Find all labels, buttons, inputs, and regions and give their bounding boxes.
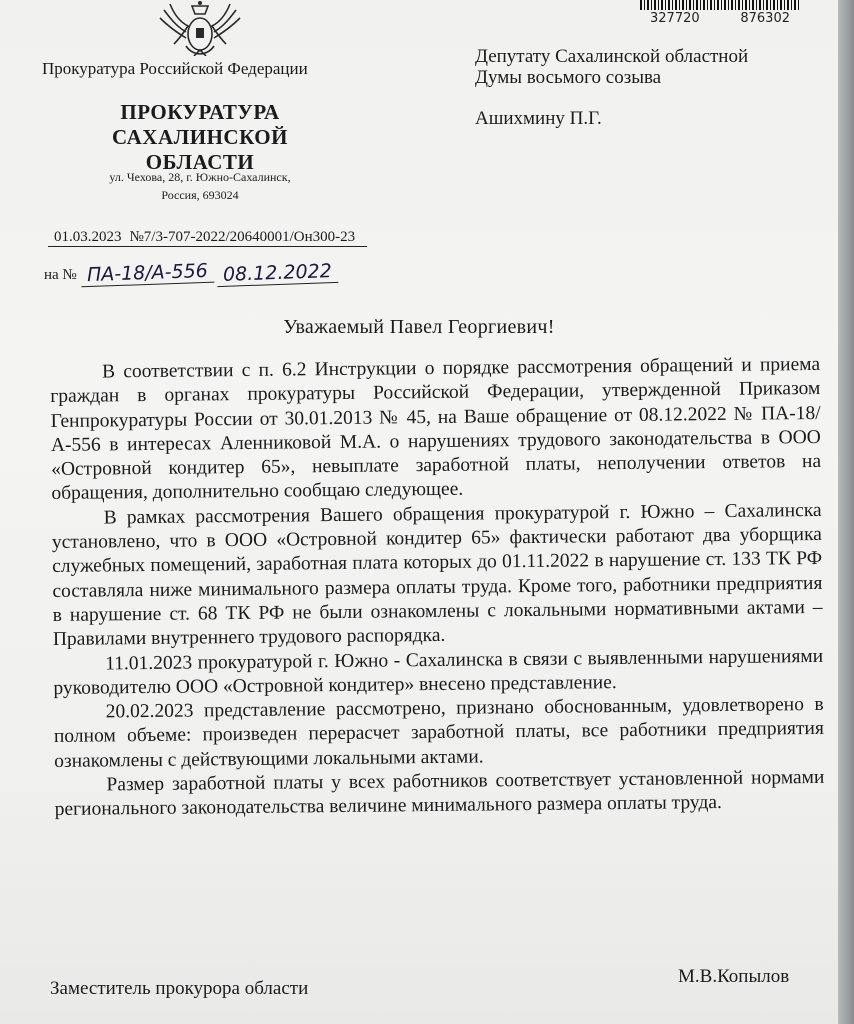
organization-name: Прокуратура Российской Федерации xyxy=(42,59,308,78)
body-paragraph: 11.01.2023 прокуратурой г. Южно - Сахалинска в связи с выявленными нарушениями руководителю ООО «Островной кондитер» внесено представление. xyxy=(53,645,824,699)
organization-title xyxy=(60,100,340,175)
recipient-line1: Депутату Сахалинской областной xyxy=(475,46,749,67)
incoming-prefix: на № xyxy=(44,267,77,283)
recipient-block xyxy=(475,46,748,129)
barcode-bars xyxy=(640,0,800,10)
address-line2: Россия, 693024 xyxy=(161,188,239,202)
signatory-name: М.В.Копылов xyxy=(678,966,790,987)
signatory-title: Заместитель прокурора области xyxy=(50,978,309,999)
organization-title-line1: ПРОКУРАТУРА xyxy=(120,100,280,124)
organization-title-line2: САХАЛИНСКОЙ ОБЛАСТИ xyxy=(112,125,288,174)
address-line1: ул. Чехова, 28, г. Южно-Сахалинск, xyxy=(109,170,291,184)
background-edge xyxy=(838,0,854,1024)
outgoing-reference xyxy=(48,229,367,247)
outgoing-date: 01.03.2023 xyxy=(54,229,122,245)
incoming-reference xyxy=(44,259,338,287)
organization-address xyxy=(70,168,330,204)
barcode xyxy=(640,0,800,26)
recipient-name: Ашихмину П.Г. xyxy=(475,108,602,129)
body-paragraph: Размер заработной платы у всех работников соответствует установленной нормами регионального законодательства величине минимального размера оплаты труда. xyxy=(54,766,825,821)
body-paragraph: В рамках рассмотрения Вашего обращения прокуратурой г. Южно – Сахалинска установлено, что в ООО «Островной кондитер 65» фактически работают два уборщика служебных помещений, заработная плата которых до 01.11.2022 в нарушение ст. 133 ТК РФ составляла ниже минимального размера оплаты труда. Кроме того, работники предприятия в нарушение ст. 68 ТК РФ не были ознакомлены с локальными нормативными актами – Правилами внутреннего трудового распорядка. xyxy=(51,499,823,651)
outgoing-number: №7/3-707-2022/20640001/Он300-23 xyxy=(129,229,356,245)
barcode-number-right: 876302 xyxy=(740,11,790,26)
barcode-number-left: 327720 xyxy=(650,11,700,26)
body-paragraph: В соответствии с п. 6.2 Инструкции о порядке рассмотрения обращений и приема граждан в органах прокуратуры Российской Федерации, утвержденной Приказом Генпрокуратуры России от 30.01.2013 № 45, на Ваше обращение от 08.12.2022 № ПА-18/А-556 в интересах Аленниковой М.А. о нарушениях трудового законодательства в ООО «Островной кондитер 65», невыплате заработной платы, неполучении ответов на обращения, дополнительно сообщаю следующее. xyxy=(50,353,822,505)
body-paragraph: 20.02.2023 представление рассмотрено, признано обоснованным, удовлетворено в полном объеме: произведен перерасчет заработной платы, все работники предприятия ознакомлены с действующими локальными актами. xyxy=(53,694,825,772)
salutation: Уважаемый Павел Георгиевич! xyxy=(283,316,555,338)
letter-body xyxy=(50,353,825,823)
double-headed-eagle-emblem xyxy=(150,0,250,56)
recipient-line2: Думы восьмого созыва xyxy=(475,67,662,88)
incoming-date-handwritten: 08.12.2022 xyxy=(217,260,339,287)
incoming-number-handwritten: ПА-18/А-556 xyxy=(80,260,214,288)
